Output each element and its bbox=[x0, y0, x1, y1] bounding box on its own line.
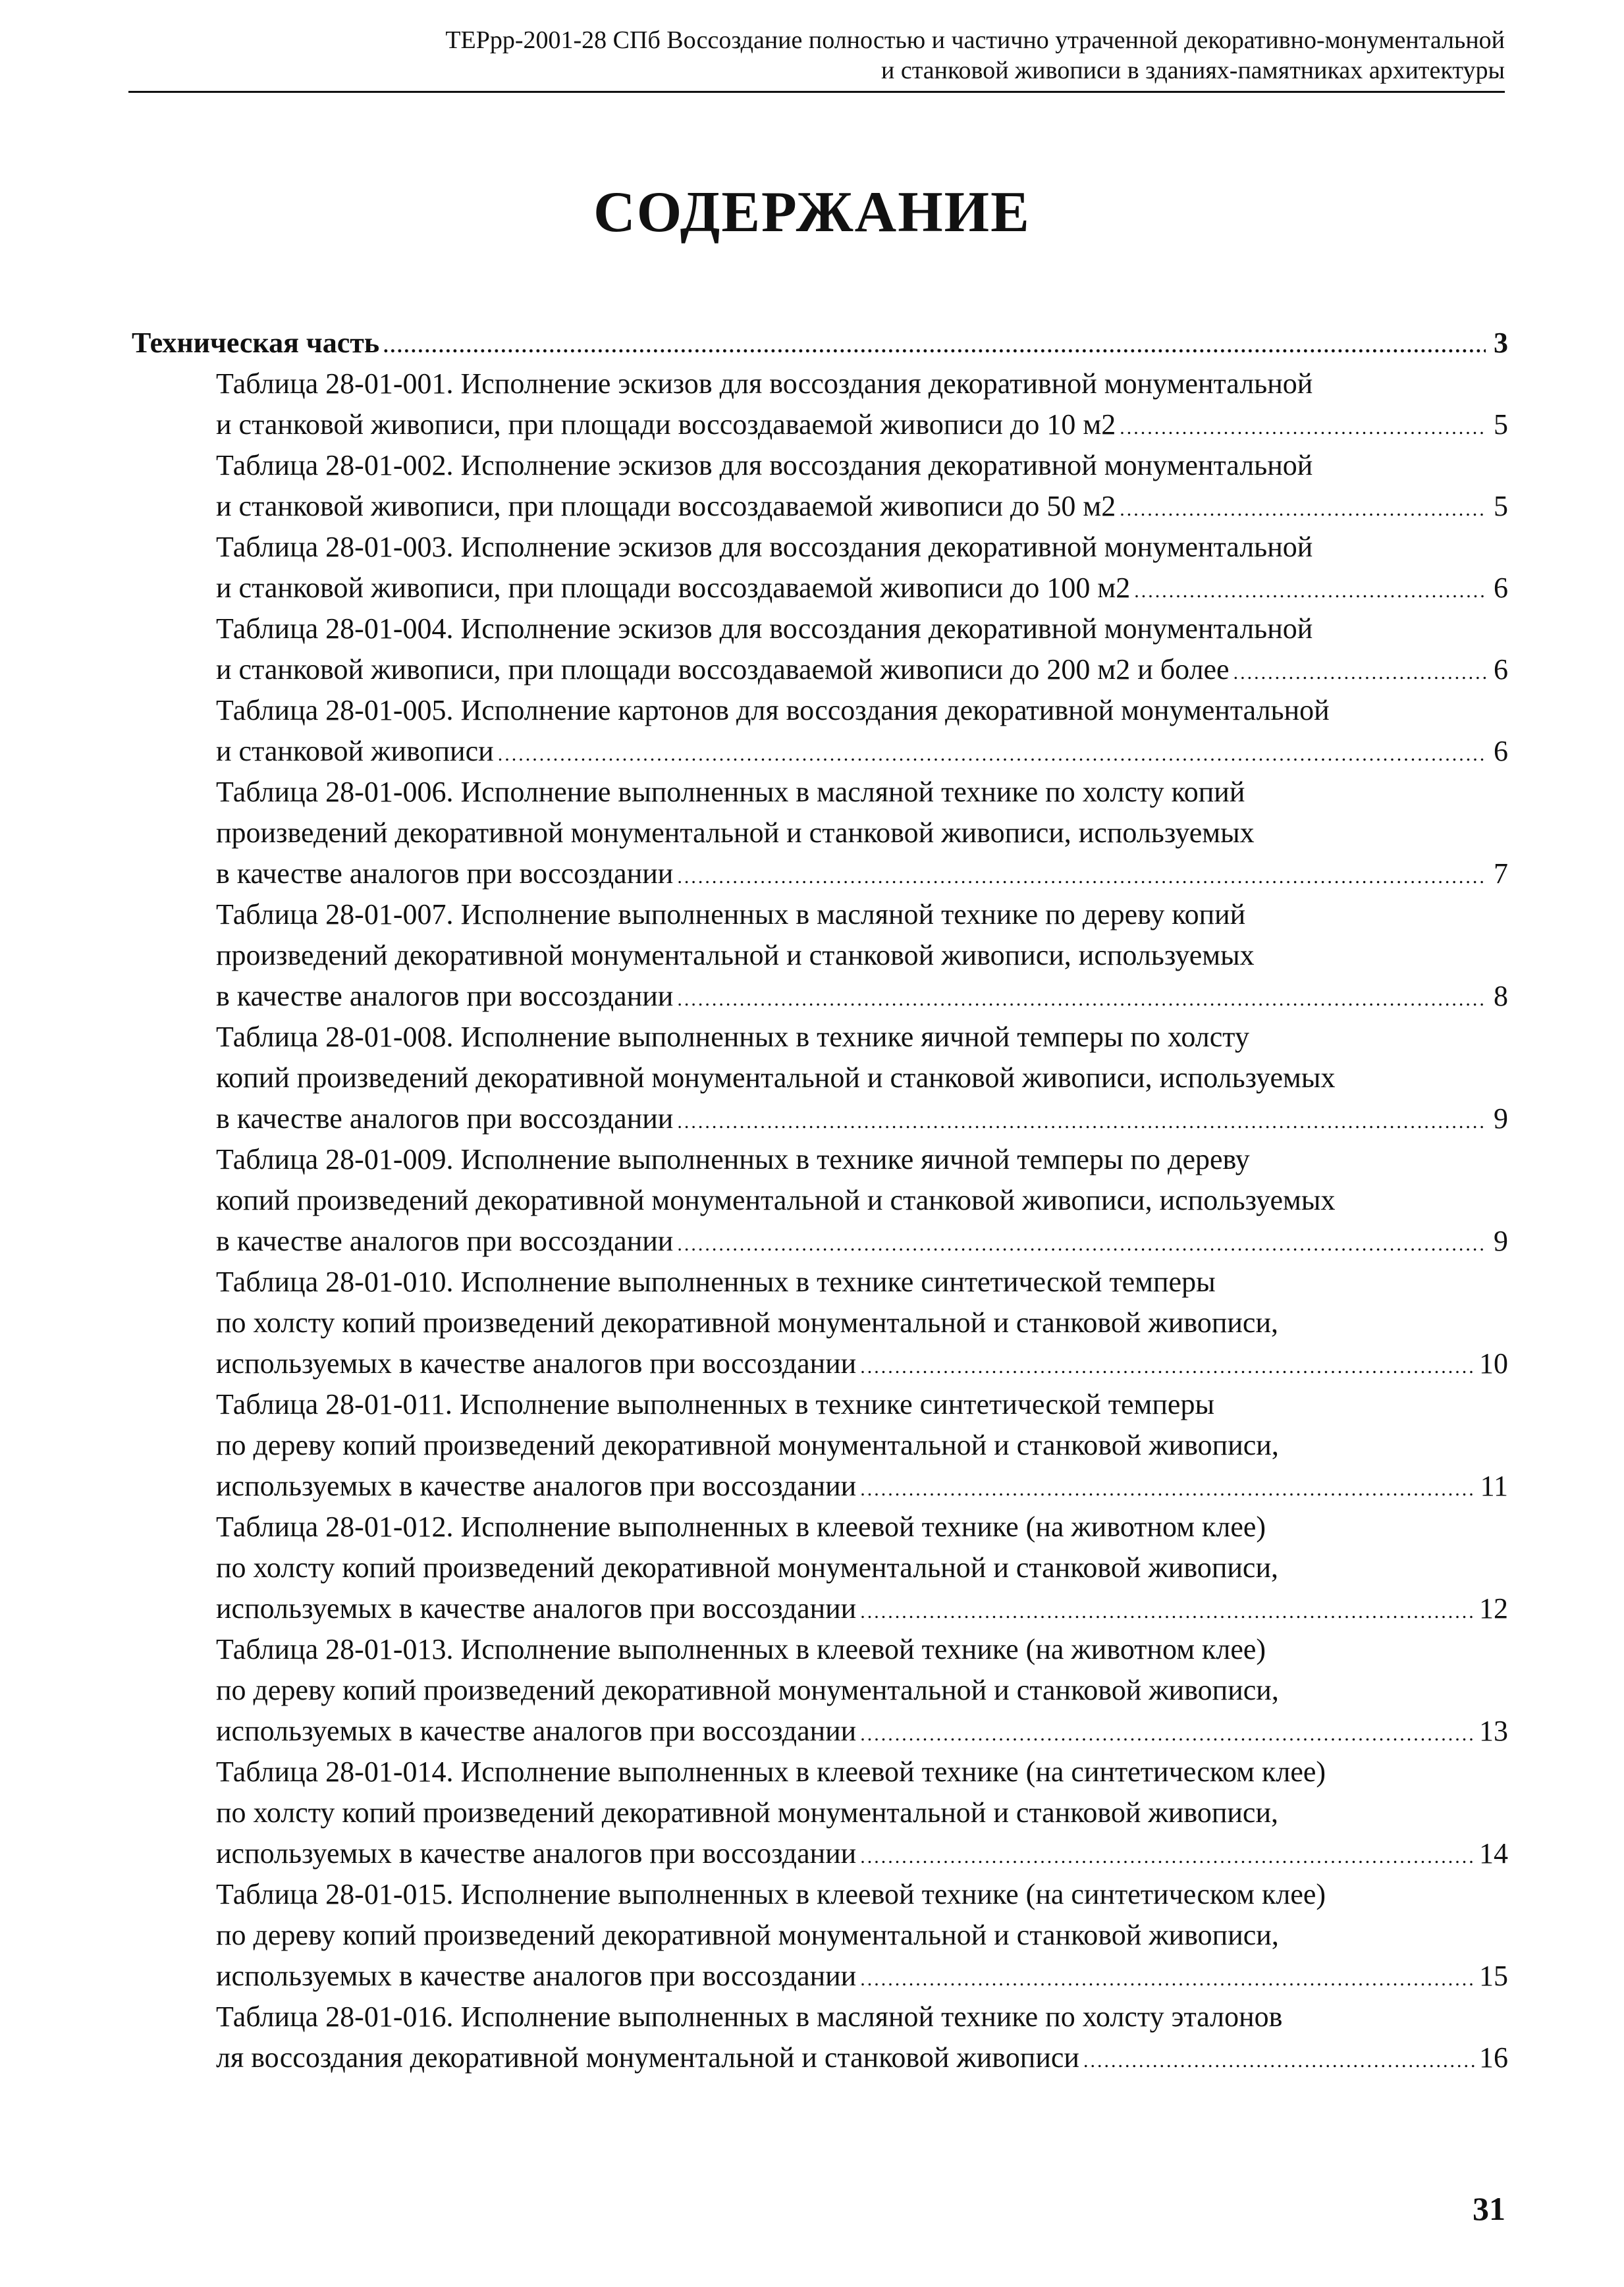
toc-entry-line: Таблица 28-01-003. Исполнение эскизов для воссоздания декоративной монументальной bbox=[216, 531, 1313, 563]
toc-entry-page: 5 bbox=[1494, 408, 1508, 441]
toc-entry-text: используемых в качестве аналогов при воссоздании bbox=[216, 1592, 857, 1625]
toc-entry-page: 11 bbox=[1480, 1470, 1508, 1502]
toc-entry-page: 9 bbox=[1494, 1102, 1508, 1135]
toc-entry-text: используемых в качестве аналогов при воссоздании bbox=[216, 1715, 857, 1747]
toc-entry-line: по холсту копий произведений декоративной монументальной и станковой живописи, bbox=[216, 1306, 1279, 1339]
toc-entry-page: 6 bbox=[1494, 653, 1508, 686]
toc-entry-last-line bbox=[216, 1711, 1508, 1752]
toc-entry-line: Таблица 28-01-005. Исполнение картонов для воссоздания декоративной монументальной bbox=[216, 694, 1330, 726]
dot-leader bbox=[677, 979, 1486, 1020]
dot-leader bbox=[1083, 2041, 1475, 2082]
toc-entry-page: 16 bbox=[1479, 2041, 1508, 2074]
toc-entry-line: Таблица 28-01-015. Исполнение выполненных в клеевой технике (на синтетическом клее) bbox=[216, 1878, 1326, 1910]
toc-entry-last-line bbox=[216, 1221, 1508, 1262]
toc-entry[interactable] bbox=[132, 445, 1508, 527]
toc-entry-text: используемых в качестве аналогов при воссоздании bbox=[216, 1837, 857, 1870]
running-header bbox=[128, 25, 1505, 86]
toc-entries bbox=[132, 363, 1508, 2078]
toc-entry-page: 12 bbox=[1479, 1592, 1508, 1625]
toc-entry-last-line bbox=[216, 1343, 1508, 1384]
toc-entry-last-line bbox=[216, 486, 1508, 527]
toc-entry-line: по дереву копий произведений декоративной монументальной и станковой живописи, bbox=[216, 1674, 1279, 1706]
toc-entry-last-line bbox=[216, 731, 1508, 772]
page-title: СОДЕРЖАНИЕ bbox=[593, 180, 1031, 244]
toc-entry-text: в качестве аналогов при воссоздании bbox=[216, 980, 674, 1012]
toc-entry-last-line bbox=[216, 404, 1508, 445]
toc-entry-line: Таблица 28-01-002. Исполнение эскизов для воссоздания декоративной монументальной bbox=[216, 449, 1313, 481]
toc-entry-last-line bbox=[216, 1956, 1508, 1997]
toc-entry-page: 7 bbox=[1494, 857, 1508, 890]
toc-entry-line: Таблица 28-01-006. Исполнение выполненных в масляной технике по холсту копий bbox=[216, 776, 1245, 808]
toc-entry-last-line bbox=[216, 568, 1508, 608]
toc-entry-last-line bbox=[216, 1466, 1508, 1507]
toc-entry-page: 14 bbox=[1479, 1837, 1508, 1870]
toc-entry-text: и станковой живописи, при площади воссоздаваемой живописи до 10 м2 bbox=[216, 408, 1116, 441]
toc-entry[interactable] bbox=[132, 1874, 1508, 1997]
toc-entry-line: Таблица 28-01-001. Исполнение эскизов для воссоздания декоративной монументальной bbox=[216, 367, 1313, 400]
toc-entry-line: Таблица 28-01-007. Исполнение выполненных в масляной технике по дереву копий bbox=[216, 898, 1246, 930]
toc-entry[interactable] bbox=[132, 894, 1508, 1017]
toc-section-page: 3 bbox=[1494, 327, 1508, 359]
running-header-line-1: ТЕРрр-2001-28 СПб Воссоздание полностью и частично утраченной декоративно-монументальной bbox=[445, 26, 1505, 54]
toc-entry-text: используемых в качестве аналогов при воссоздании bbox=[216, 1347, 857, 1380]
toc-entry-line: Таблица 28-01-010. Исполнение выполненных в технике синтетической темперы bbox=[216, 1266, 1216, 1298]
toc-entry-text: в качестве аналогов при воссоздании bbox=[216, 1225, 674, 1257]
toc-entry-line: Таблица 28-01-009. Исполнение выполненных в технике яичной темперы по дереву bbox=[216, 1143, 1250, 1175]
dot-leader bbox=[383, 326, 1486, 367]
running-header-line-2: и станковой живописи в зданиях-памятниках архитектуры bbox=[881, 57, 1505, 84]
toc-entry-last-line bbox=[216, 976, 1508, 1017]
page-number: 31 bbox=[1473, 2190, 1505, 2227]
toc-entry-line: по дереву копий произведений декоративной монументальной и станковой живописи, bbox=[216, 1429, 1279, 1461]
dot-leader bbox=[1134, 571, 1486, 612]
toc-entry-text: и станковой живописи bbox=[216, 735, 494, 767]
toc-entry[interactable] bbox=[132, 1017, 1508, 1139]
dot-leader bbox=[860, 1347, 1475, 1387]
toc-entry-last-line bbox=[216, 1098, 1508, 1139]
toc-entry-text: в качестве аналогов при воссоздании bbox=[216, 857, 674, 890]
toc-entry-line: произведений декоративной монументальной и станковой живописи, используемых bbox=[216, 817, 1255, 849]
toc-entry-line: копий произведений декоративной монументальной и станковой живописи, используемых bbox=[216, 1184, 1336, 1216]
dot-leader bbox=[1120, 489, 1486, 530]
toc-entry-text: и станковой живописи, при площади воссоздаваемой живописи до 50 м2 bbox=[216, 490, 1116, 522]
toc-entry-line: по холсту копий произведений декоративной монументальной и станковой живописи, bbox=[216, 1551, 1279, 1584]
toc-entry-last-line bbox=[216, 853, 1508, 894]
dot-leader bbox=[677, 1102, 1486, 1143]
toc-entry-line: Таблица 28-01-008. Исполнение выполненных в технике яичной темперы по холсту bbox=[216, 1021, 1249, 1053]
toc-entry-page: 5 bbox=[1494, 490, 1508, 522]
toc-entry-line: Таблица 28-01-016. Исполнение выполненных в масляной технике по холсту эталонов bbox=[216, 2001, 1283, 2033]
toc-entry-line: копий произведений декоративной монументальной и станковой живописи, используемых bbox=[216, 1062, 1336, 1094]
toc-entry-line: Таблица 28-01-014. Исполнение выполненных в клеевой технике (на синтетическом клее) bbox=[216, 1756, 1326, 1788]
toc-entry-last-line bbox=[216, 1833, 1508, 1874]
dot-leader bbox=[860, 1837, 1475, 1877]
toc-entry-page: 6 bbox=[1494, 572, 1508, 604]
toc-entry-last-line bbox=[216, 1588, 1508, 1629]
toc-entry-text: используемых в качестве аналогов при воссоздании bbox=[216, 1960, 857, 1992]
header-divider bbox=[128, 91, 1505, 93]
toc-entry-page: 8 bbox=[1494, 980, 1508, 1012]
toc-section-label: Техническая часть bbox=[132, 327, 380, 359]
toc-section-technical-part[interactable] bbox=[132, 323, 1508, 363]
toc-entry[interactable] bbox=[132, 772, 1508, 894]
toc-entry-page: 10 bbox=[1479, 1347, 1508, 1380]
toc-entry-text: и станковой живописи, при площади воссоздаваемой живописи до 200 м2 и более bbox=[216, 653, 1230, 686]
toc-entry-page: 6 bbox=[1494, 735, 1508, 767]
table-of-contents bbox=[132, 323, 1508, 2078]
toc-entry-text: в качестве аналогов при воссоздании bbox=[216, 1102, 674, 1135]
toc-entry-line: Таблица 28-01-013. Исполнение выполненных в клеевой технике (на животном клее) bbox=[216, 1633, 1266, 1665]
dot-leader bbox=[860, 1469, 1476, 1510]
dot-leader bbox=[1233, 653, 1486, 693]
dot-leader bbox=[860, 1592, 1475, 1632]
toc-entry-last-line bbox=[216, 649, 1508, 690]
toc-entry[interactable] bbox=[132, 1752, 1508, 1874]
toc-entry[interactable] bbox=[132, 1384, 1508, 1507]
toc-entry-text: и станковой живописи, при площади воссоздаваемой живописи до 100 м2 bbox=[216, 572, 1131, 604]
dot-leader bbox=[498, 734, 1486, 775]
toc-entry-line: Таблица 28-01-012. Исполнение выполненных в клеевой технике (на животном клее) bbox=[216, 1511, 1266, 1543]
dot-leader bbox=[1120, 408, 1486, 448]
toc-entry-text: ля воссоздания декоративной монументальной и станковой живописи bbox=[216, 2041, 1079, 2074]
toc-entry[interactable] bbox=[132, 1139, 1508, 1262]
toc-entry[interactable] bbox=[132, 1507, 1508, 1629]
toc-entry[interactable] bbox=[132, 1262, 1508, 1384]
toc-entry-line: Таблица 28-01-011. Исполнение выполненных в технике синтетической темперы bbox=[216, 1388, 1215, 1420]
toc-entry[interactable] bbox=[132, 690, 1508, 772]
toc-entry[interactable] bbox=[132, 363, 1508, 445]
toc-entry[interactable] bbox=[132, 1997, 1508, 2078]
dot-leader bbox=[677, 857, 1486, 898]
toc-entry-page: 9 bbox=[1494, 1225, 1508, 1257]
toc-entry-text: используемых в качестве аналогов при воссоздании bbox=[216, 1470, 857, 1502]
toc-entry-line: по холсту копий произведений декоративной монументальной и станковой живописи, bbox=[216, 1796, 1279, 1829]
dot-leader bbox=[677, 1224, 1486, 1265]
toc-entry[interactable] bbox=[132, 608, 1508, 690]
toc-entry[interactable] bbox=[132, 1629, 1508, 1752]
toc-entry-line: произведений декоративной монументальной и станковой живописи, используемых bbox=[216, 939, 1255, 971]
dot-leader bbox=[860, 1959, 1475, 2000]
toc-entry[interactable] bbox=[132, 527, 1508, 608]
toc-entry-line: по дереву копий произведений декоративной монументальной и станковой живописи, bbox=[216, 1919, 1279, 1951]
toc-entry-page: 13 bbox=[1479, 1715, 1508, 1747]
dot-leader bbox=[860, 1714, 1475, 1755]
toc-entry-page: 15 bbox=[1479, 1960, 1508, 1992]
toc-entry-last-line bbox=[216, 2037, 1508, 2078]
toc-entry-line: Таблица 28-01-004. Исполнение эскизов для воссоздания декоративной монументальной bbox=[216, 612, 1313, 645]
